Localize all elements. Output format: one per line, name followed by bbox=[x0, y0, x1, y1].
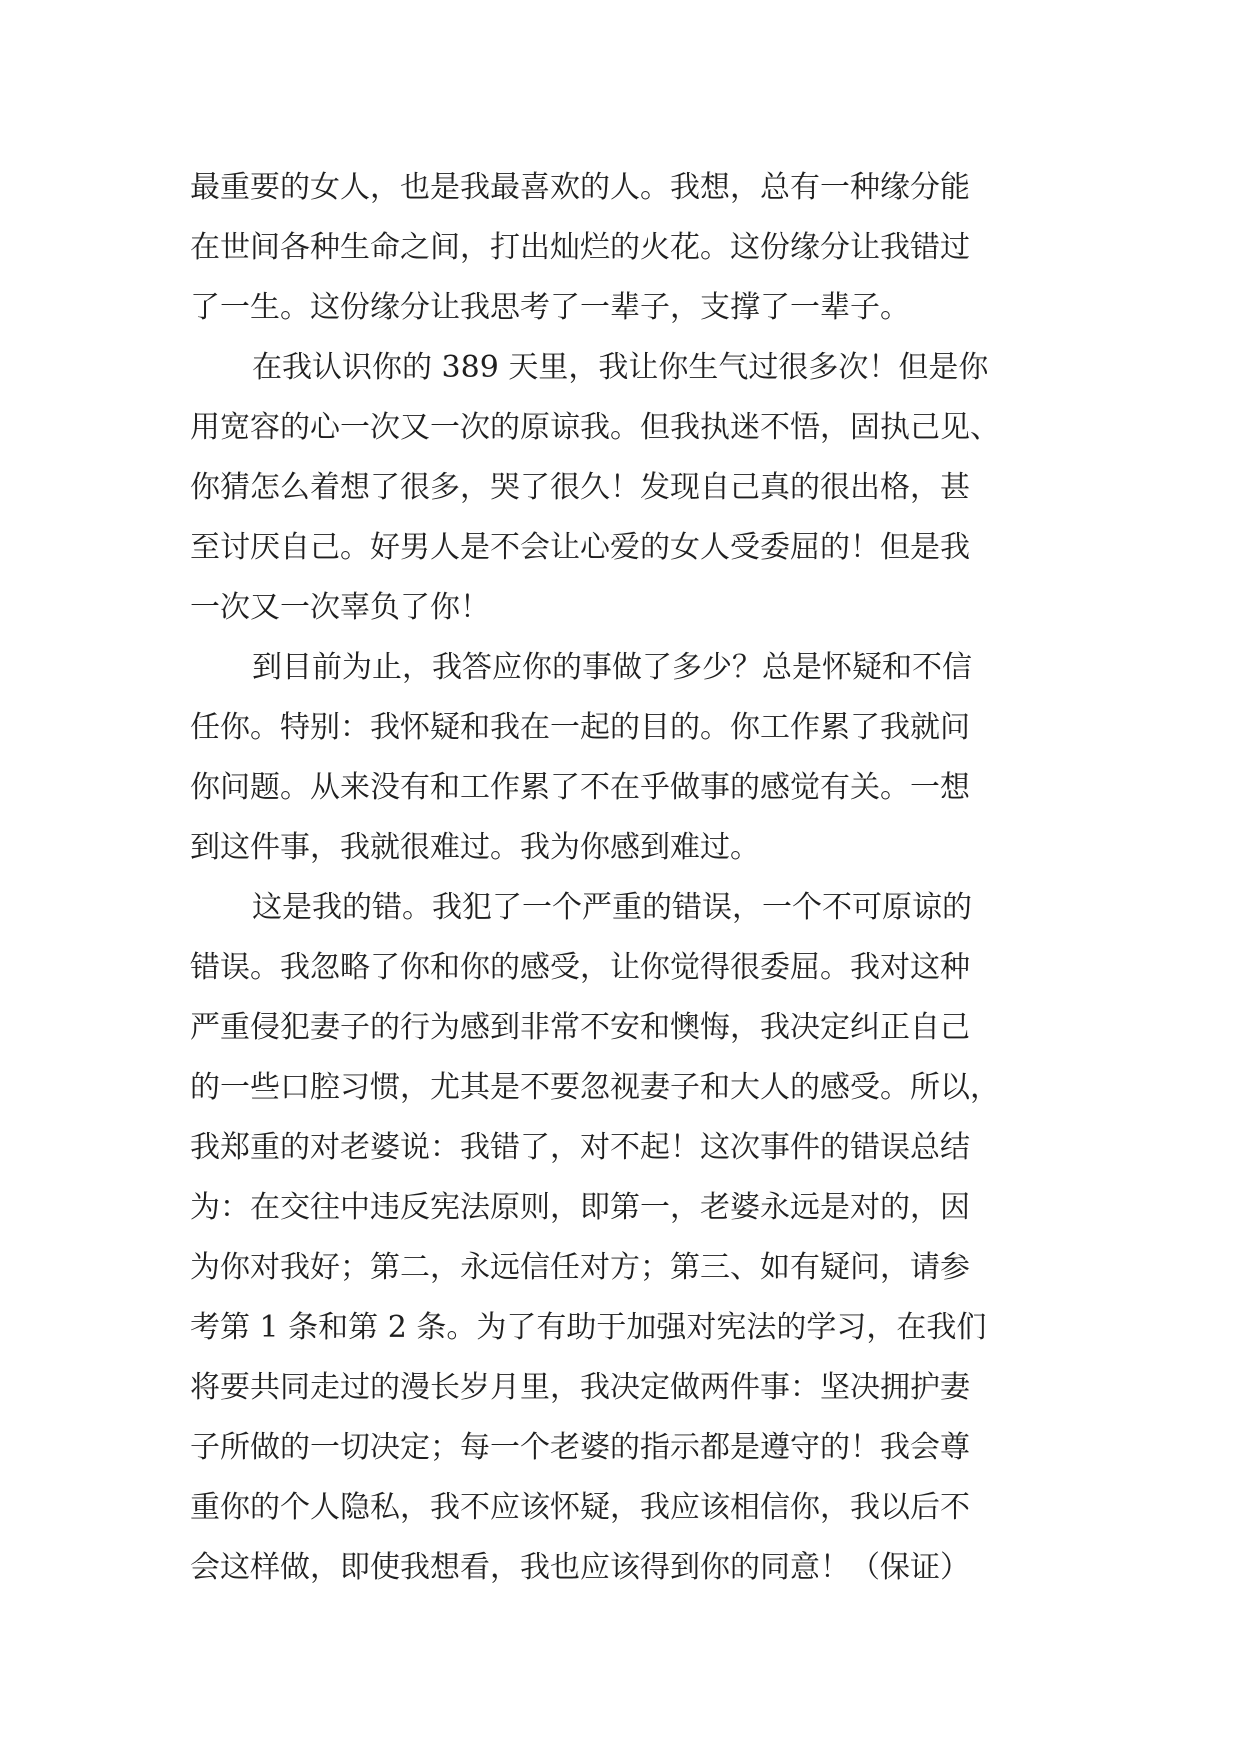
text-line: 会这样做，即使我想看，我也应该得到你的同意！（保证） bbox=[190, 1550, 970, 1585]
paragraph-3 bbox=[190, 638, 1060, 878]
text-line: 严重侵犯妻子的行为感到非常不安和懊悔，我决定纠正自己 bbox=[190, 1010, 970, 1045]
text-line: 用宽容的心一次又一次的原谅我。但我执迷不悟，固执己见、 bbox=[190, 410, 1000, 445]
text-line: 子所做的一切决定；每一个老婆的指示都是遵守的！我会尊 bbox=[190, 1430, 970, 1465]
text-line: 到目前为止，我答应你的事做了多少？总是怀疑和不信 bbox=[252, 650, 972, 685]
text-line: 至讨厌自己。好男人是不会让心爱的女人受委屈的！但是我 bbox=[190, 530, 970, 565]
text-line: 任你。特别：我怀疑和我在一起的目的。你工作累了我就问 bbox=[190, 710, 970, 745]
text-line: 在我认识你的 389 天里，我让你生气过很多次！但是你 bbox=[252, 350, 989, 385]
text-line: 这是我的错。我犯了一个严重的错误，一个不可原谅的 bbox=[252, 890, 972, 925]
text-line: 了一生。这份缘分让我思考了一辈子，支撑了一辈子。 bbox=[190, 290, 910, 325]
text-line: 错误。我忽略了你和你的感受，让你觉得很委屈。我对这种 bbox=[190, 950, 970, 985]
text-line: 一次又一次辜负了你！ bbox=[190, 590, 490, 625]
text-line: 为你对我好；第二，永远信任对方；第三、如有疑问，请参 bbox=[190, 1250, 970, 1285]
text-line: 你猜怎么着想了很多，哭了很久！发现自己真的很出格，甚 bbox=[190, 470, 970, 505]
paragraph-4 bbox=[190, 878, 1060, 1598]
paragraph-1 bbox=[190, 158, 1060, 338]
text-line: 到这件事，我就很难过。我为你感到难过。 bbox=[190, 830, 760, 865]
text-line: 在世间各种生命之间，打出灿烂的火花。这份缘分让我错过 bbox=[190, 230, 970, 265]
text-line: 将要共同走过的漫长岁月里，我决定做两件事：坚决拥护妻 bbox=[190, 1370, 970, 1405]
text-line: 的一些口腔习惯，尤其是不要忽视妻子和大人的感受。所以， bbox=[190, 1070, 1000, 1105]
text-line: 你问题。从来没有和工作累了不在乎做事的感觉有关。一想 bbox=[190, 770, 970, 805]
text-line: 考第 1 条和第 2 条。为了有助于加强对宪法的学习，在我们 bbox=[190, 1310, 987, 1345]
document-body bbox=[190, 158, 1060, 1598]
text-line: 最重要的女人，也是我最喜欢的人。我想，总有一种缘分能 bbox=[190, 170, 970, 205]
text-line: 重你的个人隐私，我不应该怀疑，我应该相信你，我以后不 bbox=[190, 1490, 970, 1525]
text-line: 为：在交往中违反宪法原则，即第一，老婆永远是对的，因 bbox=[190, 1190, 970, 1225]
text-line: 我郑重的对老婆说：我错了，对不起！这次事件的错误总结 bbox=[190, 1130, 970, 1165]
paragraph-2 bbox=[190, 338, 1060, 638]
